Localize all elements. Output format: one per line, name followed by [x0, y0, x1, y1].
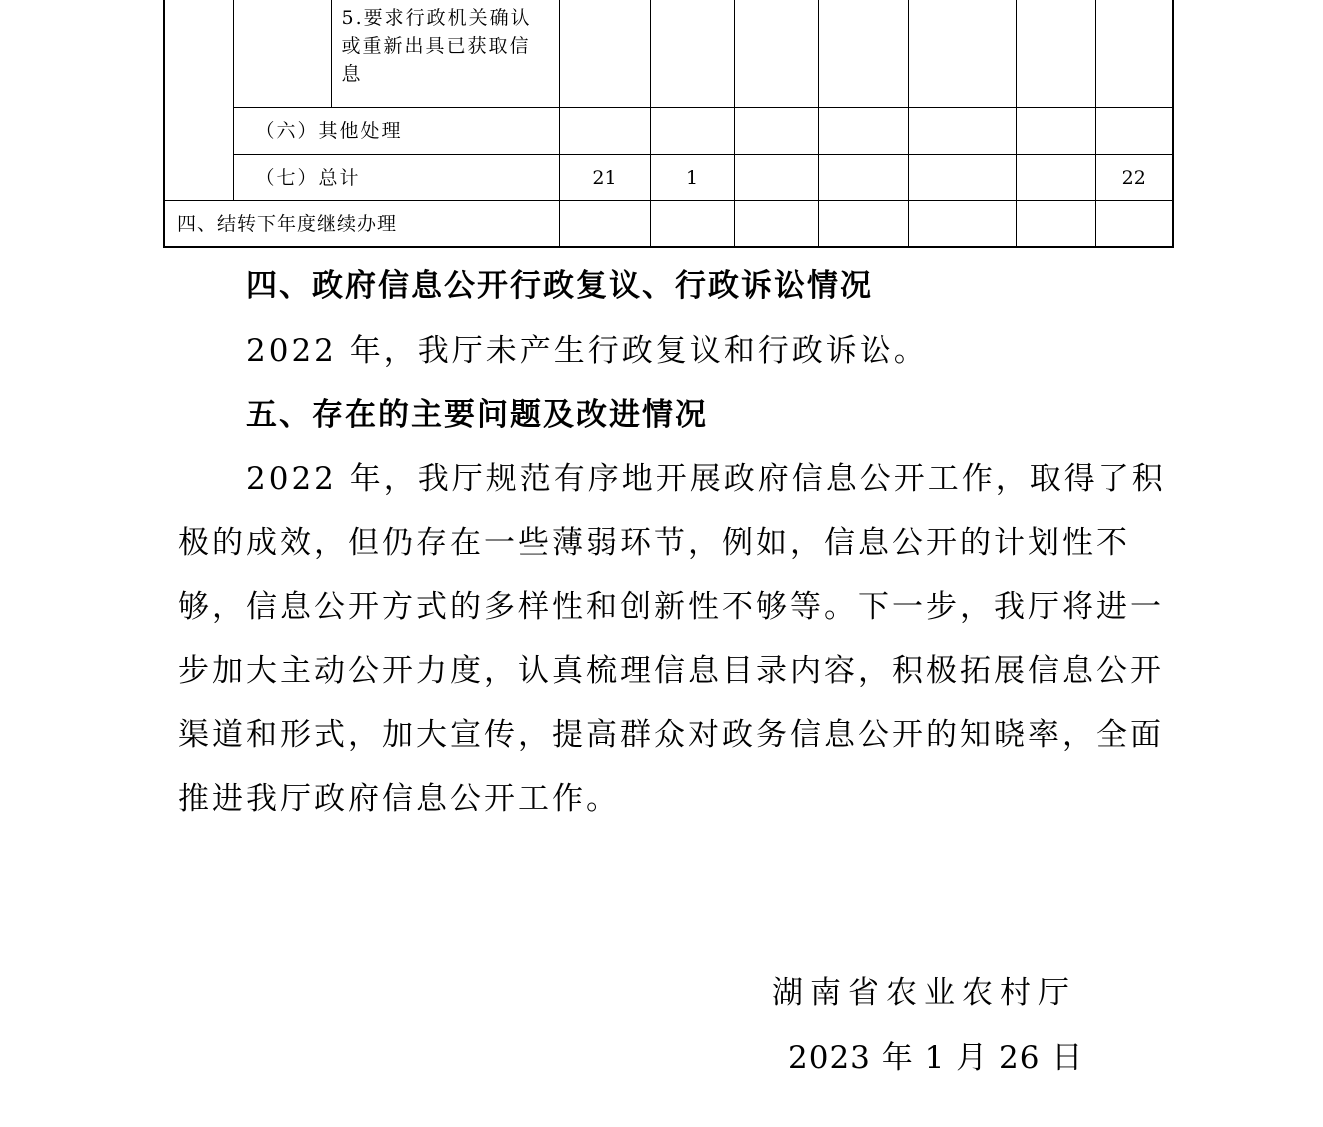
signature-date: 2023 年 1 月 26 日 [788, 1040, 1084, 1076]
table-cell [908, 0, 1016, 108]
row-label-other: （六）其他处理 [233, 108, 559, 155]
table-cell [1095, 108, 1173, 155]
table-row [164, 201, 1173, 248]
row-label-item5: 5.要求行政机关确认或重新出具已获取信息 [331, 0, 559, 108]
table-row [164, 155, 1173, 201]
table-cell [734, 0, 818, 108]
table-cell [650, 0, 734, 108]
table-cell [818, 0, 908, 108]
total-cell: 22 [1095, 155, 1173, 201]
total-cell [908, 155, 1016, 201]
section5-body: 2022 年，我厅规范有序地开展政府信息公开工作，取得了积极的成效，但仍存在一些薄弱环节，例如，信息公开的计划性不够，信息公开方式的多样性和创新性不够等。下一步，我厅将进一步加大主动公开力度，认真梳理信息目录内容，积极拓展信息公开渠道和形式，加大宣传，提高群众对政务信息公开的知晓率，全面推进我厅政府信息公开工作。 [178, 461, 1166, 817]
total-cell [1016, 155, 1095, 201]
table-cell [1016, 0, 1095, 108]
table-cell [818, 201, 908, 248]
table-cell [908, 201, 1016, 248]
section4-heading: 四、政府信息公开行政复议、行政诉讼情况 [246, 268, 873, 304]
table-cell [559, 0, 650, 108]
table-cell [908, 108, 1016, 155]
table-cell [1016, 201, 1095, 248]
row-label-total: （七）总计 [233, 155, 559, 201]
table-cell [559, 108, 650, 155]
table-cell [559, 201, 650, 248]
row-label-carryover: 四、结转下年度继续办理 [164, 201, 559, 248]
table-cell [164, 0, 233, 201]
table-cell [650, 108, 734, 155]
table-cell [650, 201, 734, 248]
table-cell [1095, 0, 1173, 108]
statistics-table [163, 0, 1174, 248]
total-cell [818, 155, 908, 201]
total-cell: 21 [559, 155, 650, 201]
table-cell [1016, 108, 1095, 155]
total-cell: 1 [650, 155, 734, 201]
table-row [164, 0, 1173, 108]
section4-body: 2022 年，我厅未产生行政复议和行政诉讼。 [246, 333, 928, 369]
section5-heading: 五、存在的主要问题及改进情况 [246, 397, 708, 433]
total-cell [734, 155, 818, 201]
table-cell [734, 201, 818, 248]
table-cell [233, 0, 331, 108]
table-cell [1095, 201, 1173, 248]
table-row [164, 108, 1173, 155]
table-cell [818, 108, 908, 155]
table-cell [734, 108, 818, 155]
signature-org: 湖南省农业农村厅 [772, 975, 1076, 1011]
